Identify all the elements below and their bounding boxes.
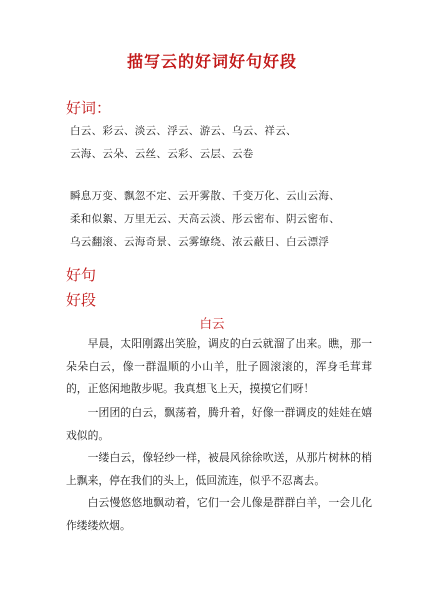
word-line: 瞬息万变、飘忽不定、云开雾散、千变万化、云山云海、 [70, 190, 340, 202]
word-line: 柔和似絮、万里无云、天高云淡、彤云密布、阴云密布、 [70, 213, 340, 225]
section-subtitle: 白云 [199, 316, 225, 331]
paragraph: 一缕白云，像轻纱一样，被晨风徐徐吹送，从那片树林的梢上飘来，停在我们的头上，低回流连，似乎不忍离去。 [66, 451, 372, 487]
word-line: 云海、云朵、云丝、云彩、云层、云卷 [70, 148, 254, 160]
word-line: 白云、彩云、淡云、浮云、游云、乌云、祥云、 [70, 125, 297, 137]
page-title: 描写云的好词好句好段 [126, 52, 297, 71]
paragraph: 白云慢悠悠地飘动着，它们一会儿像是群群白羊，一会儿化作缕缕炊烟。 [66, 496, 372, 532]
paragraph: 一团团的白云，飘荡着，腾升着，好像一群调皮的娃娃在嬉戏似的。 [66, 406, 372, 442]
paragraphs-heading: 好段 [66, 291, 97, 309]
paragraph: 早晨，太阳刚露出笑脸，调皮的白云就溜了出来。瞧，那一朵朵白云，像一群温顺的小山羊，肚子圆滚滚的，浑身毛茸茸的，正悠闲地散步呢。我真想飞上天，摸摸它们呀！ [66, 337, 372, 395]
sentences-heading: 好句 [66, 266, 97, 284]
word-line: 乌云翻滚、云海奇景、云雾缭绕、浓云蔽日、白云漂浮 [70, 236, 330, 248]
words-heading: 好词： [66, 99, 112, 117]
